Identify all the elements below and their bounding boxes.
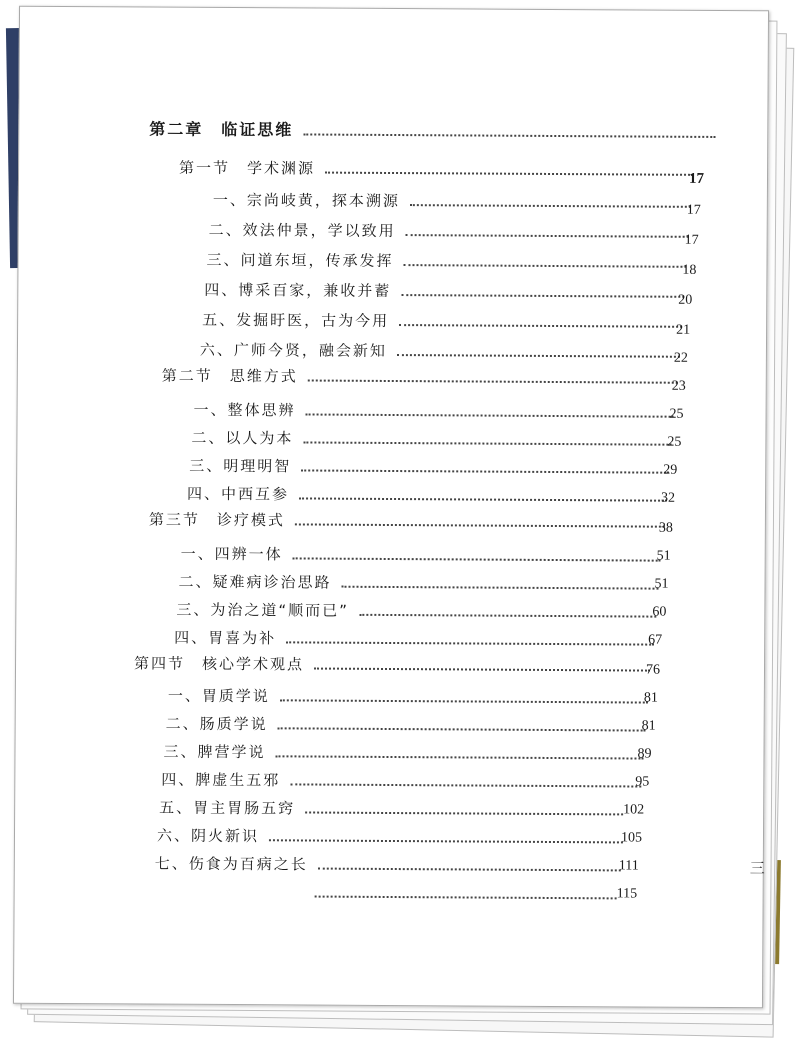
toc-page-number: 95	[635, 774, 650, 790]
dot-leader	[359, 614, 656, 618]
toc-entry-title: 四、胃喜为补	[174, 628, 277, 648]
toc-page-number: 81	[641, 718, 656, 734]
toc-entry	[187, 478, 671, 507]
toc-entry-title: 一、宗尚岐黄，探本溯源	[212, 190, 400, 211]
toc-page-number: 21	[676, 322, 691, 338]
dot-leader	[305, 811, 623, 815]
toc-page-number: 38	[658, 520, 673, 536]
toc-page-number: 25	[667, 434, 682, 450]
toc-entry-title: 第四节 核心学术观点	[133, 654, 305, 674]
toc-entry	[200, 334, 684, 363]
toc-page-number: 60	[652, 604, 667, 620]
dot-leader	[308, 379, 678, 383]
toc-entry-title: 四、脾虚生五邪	[161, 770, 281, 790]
toc-entry	[206, 244, 690, 273]
toc-entry-title: 第三节 诊疗模式	[148, 510, 285, 530]
toc-entry-title: 三、为治之道“顺而已”	[176, 600, 349, 620]
toc-entry-title: 第一节 学术渊源	[179, 158, 316, 178]
toc-page-number: 25	[669, 406, 684, 422]
toc-page-number: 18	[682, 262, 697, 278]
toc-entry	[209, 214, 693, 243]
dot-leader	[342, 586, 659, 590]
dot-leader	[410, 204, 691, 208]
toc-page-number: 115	[616, 886, 638, 902]
toc-entry-title: 一、四辨一体	[180, 544, 283, 564]
toc-entry	[155, 848, 625, 877]
toc-entry-title: 七、伤食为百病之长	[154, 854, 308, 874]
dot-leader	[286, 641, 654, 645]
toc-entry-title: 五、胃主胃肠五窍	[159, 798, 296, 818]
dot-leader	[306, 413, 674, 417]
toc-page-number: 51	[656, 548, 671, 564]
toc-chapter-heading	[149, 114, 719, 143]
toc-page-number: 23	[671, 378, 686, 394]
dot-leader	[318, 868, 621, 872]
toc-page-number: 81	[643, 690, 658, 706]
toc-entry	[174, 622, 658, 651]
dot-leader	[401, 294, 684, 298]
toc-chapter-title: 第二章 临证思维	[149, 119, 294, 140]
toc-entry-title: 四、博采百家，兼收并蓄	[204, 280, 392, 300]
dot-leader	[303, 441, 671, 445]
dot-leader	[301, 469, 669, 473]
dot-leader	[280, 699, 648, 703]
toc-entry-title: 二、效法仲景，学以致用	[208, 220, 396, 241]
toc-entry-title: 二、疑难病诊治思路	[178, 572, 332, 592]
toc-page-number: 22	[673, 350, 688, 366]
toc-entry	[157, 820, 627, 849]
toc-entry	[204, 274, 688, 303]
toc-page-number: 105	[620, 830, 643, 846]
toc-entry-title: 五、发掘盱医，古为今用	[202, 310, 390, 330]
toc-page-number: 32	[661, 490, 676, 506]
dot-leader	[299, 497, 667, 501]
side-page-mark: 三	[749, 859, 765, 878]
toc-page-number: 51	[654, 576, 669, 592]
toc-entry	[179, 152, 697, 181]
dot-leader	[275, 755, 643, 759]
dot-leader	[397, 354, 680, 358]
toc-page-number: 111	[618, 858, 639, 874]
toc-entry-title: 三、问道东垣，传承发挥	[206, 250, 394, 271]
toc-entry-title: 二、以人为本	[191, 428, 294, 448]
toc-page-number: 17	[688, 170, 705, 187]
dot-leader	[295, 523, 665, 527]
toc-entry	[176, 594, 660, 623]
dot-leader	[315, 896, 617, 900]
toc-entry	[168, 680, 652, 709]
toc-entry	[163, 736, 647, 765]
toc-entry-title: 一、整体思辨	[193, 400, 296, 420]
toc-entry	[134, 647, 654, 676]
dot-leader	[406, 234, 689, 238]
toc-entry	[159, 792, 627, 821]
toc-entry	[149, 504, 669, 533]
toc-page-number: 17	[684, 232, 699, 248]
toc-page-number: 102	[623, 802, 645, 818]
dot-leader	[278, 727, 646, 731]
dot-leader	[290, 783, 641, 787]
dot-leader	[269, 839, 623, 843]
toc-page-number: 29	[663, 462, 678, 478]
toc-entry-title: 四、中西互参	[187, 484, 290, 504]
toc-entry-title: 三、明理明智	[189, 456, 292, 476]
dot-leader	[293, 557, 661, 561]
toc-page-number: 67	[648, 632, 663, 648]
toc-entry	[202, 304, 686, 333]
toc-entry	[194, 394, 678, 423]
toc-entry-title: 第二节 思维方式	[161, 366, 298, 386]
dot-leader	[403, 264, 686, 268]
dot-leader	[303, 133, 715, 138]
toc-entry	[166, 708, 650, 737]
toc-entry	[178, 566, 662, 595]
toc-page-number: 17	[686, 202, 701, 218]
toc-page-number: 76	[645, 662, 661, 678]
dot-leader	[325, 172, 693, 176]
toc-entry-title: 六、广师今贤，融会新知	[199, 340, 388, 360]
dot-leader	[314, 668, 650, 672]
toc-entry-title: 一、胃质学说	[167, 686, 270, 706]
toc-entry-title: 六、阴火新识	[156, 826, 260, 846]
toc-page-number: 89	[637, 746, 652, 762]
dot-leader	[399, 324, 682, 328]
toc-entry	[189, 450, 673, 479]
toc-entry-title: 三、脾营学说	[163, 742, 266, 762]
toc-entry	[181, 538, 665, 567]
toc-entry	[213, 184, 695, 213]
toc-entry	[161, 764, 645, 793]
toc-entry	[191, 422, 675, 451]
toc-entry-continuation	[315, 877, 621, 905]
toc-page-number: 20	[678, 292, 693, 308]
toc-page	[13, 6, 769, 1009]
toc-entry-title: 二、肠质学说	[165, 714, 268, 734]
toc-entry	[162, 360, 682, 389]
